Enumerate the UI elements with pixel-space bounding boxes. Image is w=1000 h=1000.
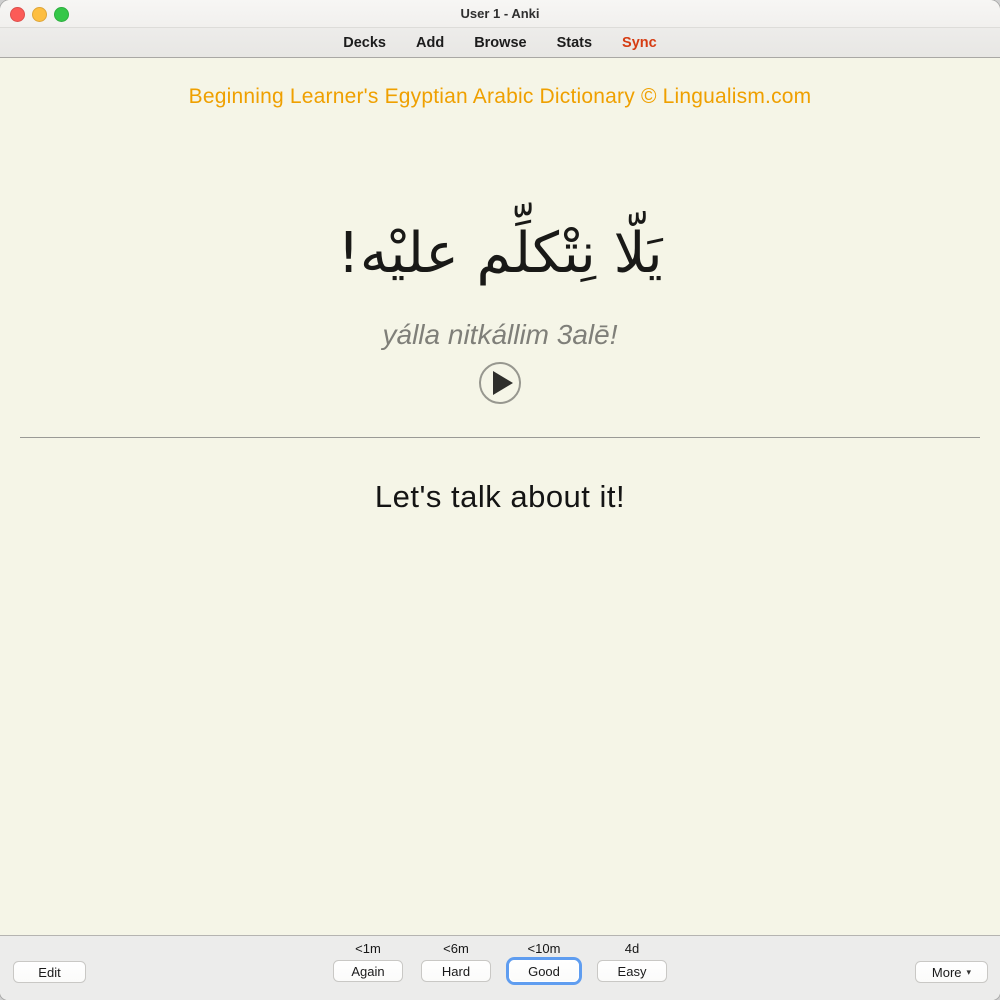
interval-label-easy: 4d bbox=[624, 941, 640, 956]
toolbar-item-decks[interactable]: Decks bbox=[343, 34, 386, 51]
minimize-window-button[interactable] bbox=[32, 7, 47, 22]
again-button[interactable]: Again bbox=[333, 960, 403, 982]
interval-label-good: <10m bbox=[527, 941, 561, 956]
good-button[interactable]: Good bbox=[509, 960, 579, 982]
answer-column-again bbox=[333, 939, 403, 982]
card-back-answer: Let's talk about it! bbox=[374, 479, 626, 514]
close-window-button[interactable] bbox=[10, 7, 25, 22]
easy-button[interactable]: Easy bbox=[597, 960, 667, 982]
card-area bbox=[0, 58, 1000, 935]
play-audio-button[interactable] bbox=[479, 362, 521, 404]
answer-buttons bbox=[0, 939, 1000, 982]
card-front-arabic: يَلّا نِتْكلِّم عليْه! bbox=[337, 221, 663, 286]
zoom-window-button[interactable] bbox=[54, 7, 69, 22]
toolbar-item-sync[interactable]: Sync bbox=[622, 34, 657, 51]
toolbar-item-browse[interactable]: Browse bbox=[474, 34, 527, 51]
answer-column-hard bbox=[421, 939, 491, 982]
card-divider bbox=[20, 437, 980, 438]
bottom-bar bbox=[0, 935, 1000, 1000]
more-button[interactable] bbox=[915, 961, 988, 983]
window-controls bbox=[10, 7, 69, 22]
window-title: User 1 - Anki bbox=[460, 6, 540, 21]
chevron-down-icon: ▾ bbox=[966, 966, 972, 977]
toolbar-item-stats[interactable]: Stats bbox=[556, 34, 593, 51]
play-icon bbox=[493, 371, 513, 395]
titlebar bbox=[0, 0, 1000, 28]
deck-header: Beginning Learner's Egyptian Arabic Dictionary © Lingualism.com bbox=[188, 85, 812, 108]
answer-column-good bbox=[509, 939, 579, 982]
interval-label-hard: <6m bbox=[443, 941, 469, 956]
hard-button[interactable]: Hard bbox=[421, 960, 491, 982]
interval-label-again: <1m bbox=[355, 941, 381, 956]
main-toolbar bbox=[0, 28, 1000, 58]
card-front-transliteration: yálla nitkállim 3alē! bbox=[382, 319, 618, 350]
answer-column-easy bbox=[597, 939, 667, 982]
edit-button[interactable]: Edit bbox=[13, 961, 86, 983]
toolbar-item-add[interactable]: Add bbox=[416, 34, 445, 51]
more-button-label: More bbox=[931, 964, 962, 980]
